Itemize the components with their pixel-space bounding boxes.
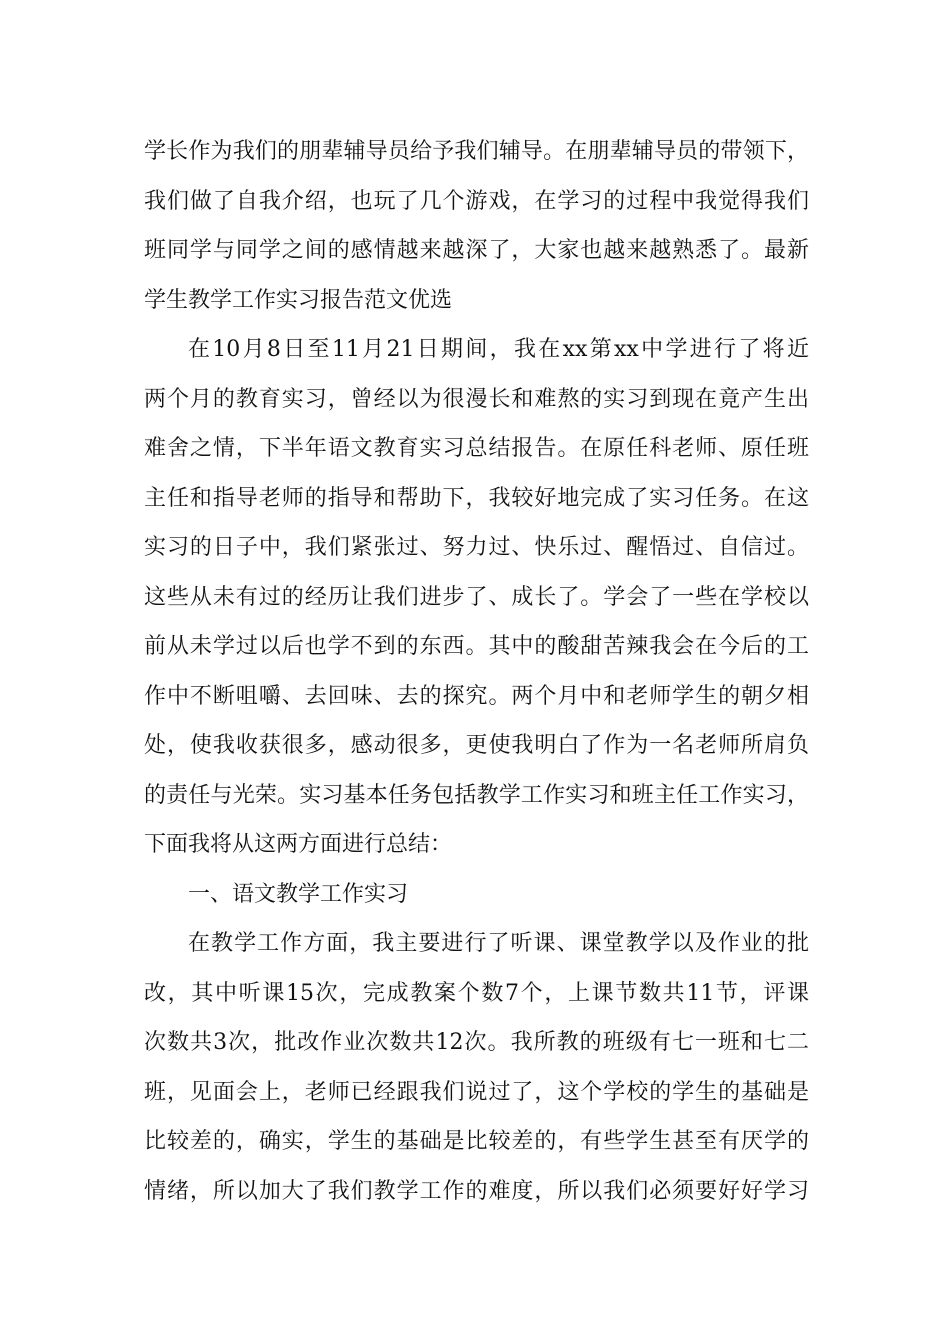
text-line-18: 改，其中听课15次，完成教案个数7个，上课节数共11节，评课 — [144, 980, 809, 1006]
text-line-1: 学长作为我们的朋辈辅导员给予我们辅导。在朋辈辅导员的带领下， — [144, 139, 809, 164]
text-line-8: 主任和指导老师的指导和帮助下，我较好地完成了实习任务。在这 — [144, 485, 809, 511]
text-line-4: 学生教学工作实习报告范文优选 — [144, 287, 453, 313]
text-line-7: 难舍之情，下半年语文教育实习总结报告。在原任科老师、原任班 — [144, 436, 809, 461]
text-line-6: 两个月的教育实习，曾经以为很漫长和难熬的实习到现在竟产生出 — [144, 386, 809, 412]
text-line-13: 处，使我收获很多，感动很多，更使我明白了作为一名老师所肩负 — [144, 733, 809, 758]
text-line-15: 下面我将从这两方面进行总结： — [144, 832, 453, 857]
text-line-3: 班同学与同学之间的感情越来越深了，大家也越来越熟悉了。最新 — [144, 238, 809, 263]
text-line-12: 作中不断咀嚼、去回味、去的探究。两个月中和老师学生的朝夕相 — [144, 683, 809, 709]
text-line-14: 的责任与光荣。实习基本任务包括教学工作实习和班主任工作实习， — [144, 782, 809, 808]
text-line-11: 前从未学过以后也学不到的东西。其中的酸甜苦辣我会在今后的工 — [144, 634, 809, 659]
section-heading: 一、语文教学工作实习 — [188, 881, 409, 907]
text-line-10: 这些从未有过的经历让我们进步了、成长了。学会了一些在学校以 — [144, 584, 809, 610]
document-body — [144, 127, 809, 1216]
text-line-17: 在教学工作方面，我主要进行了听课、课堂教学以及作业的批 — [188, 931, 809, 956]
text-line-5: 在10月8日至11月21日期间，我在xx第xx中学进行了将近 — [188, 337, 809, 362]
text-line-9: 实习的日子中，我们紧张过、努力过、快乐过、醒悟过、自信过。 — [144, 535, 809, 560]
text-line-19: 次数共3次，批改作业次数共12次。我所教的班级有七一班和七二 — [144, 1030, 809, 1055]
text-line-2: 我们做了自我介绍，也玩了几个游戏，在学习的过程中我觉得我们 — [144, 188, 809, 214]
text-line-21: 比较差的，确实，学生的基础是比较差的，有些学生甚至有厌学的 — [144, 1129, 809, 1154]
text-line-20: 班，见面会上，老师已经跟我们说过了，这个学校的学生的基础是 — [144, 1079, 809, 1105]
text-line-22: 情绪，所以加大了我们教学工作的难度，所以我们必须要好好学习 — [144, 1178, 809, 1204]
